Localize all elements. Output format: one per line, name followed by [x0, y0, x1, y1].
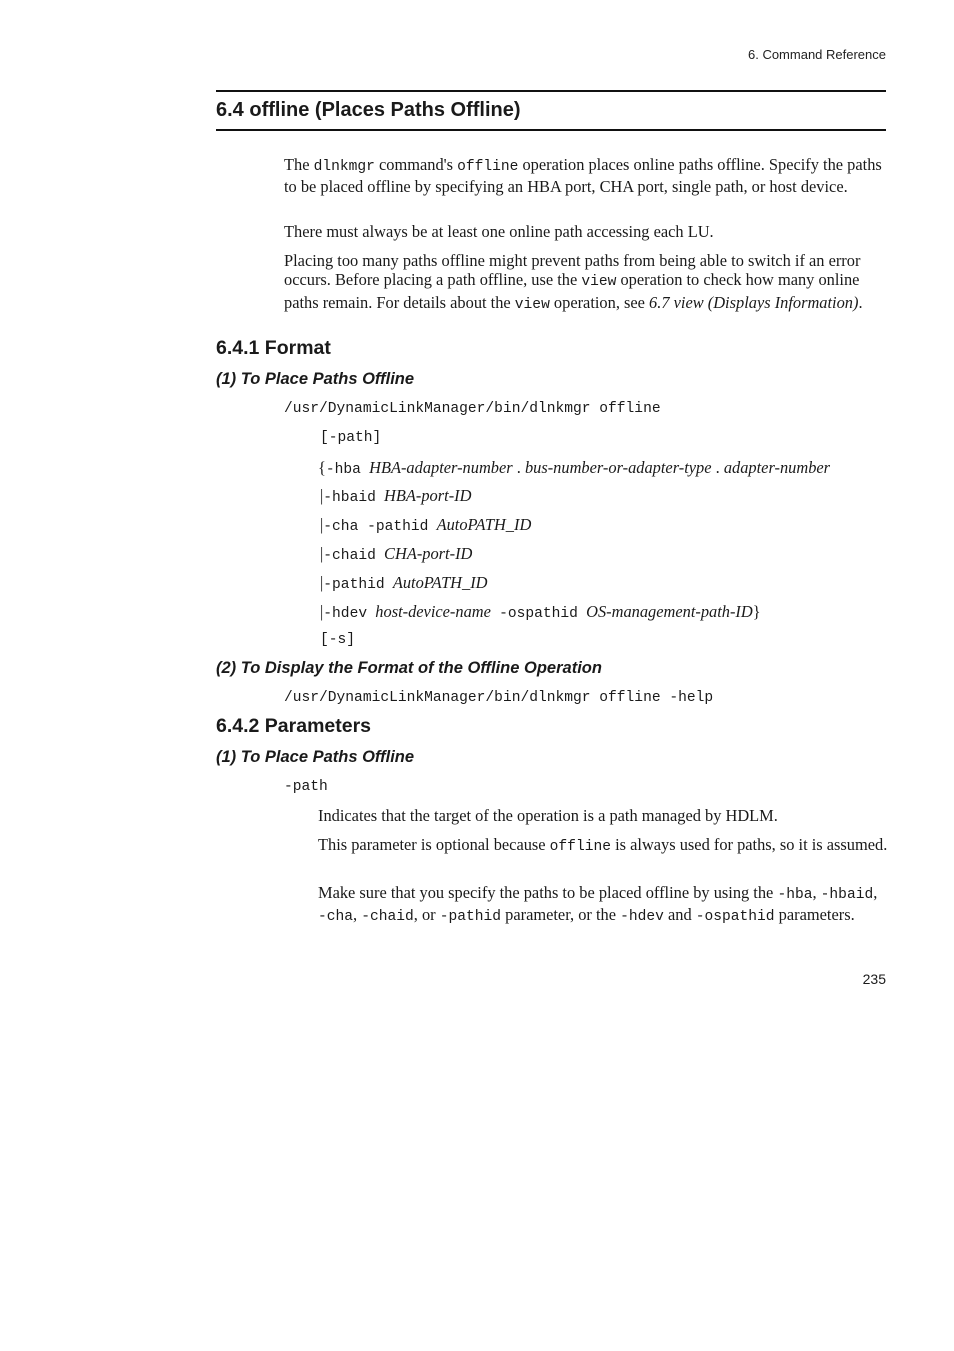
- parameter-description-2: This parameter is optional because offline is always used for paths, so it is assumed.: [318, 835, 888, 855]
- subsection-title-format: 6.4.1 Format: [216, 337, 331, 359]
- intro-paragraph-1: The dlnkmgr command's offline operation places online paths offline. Specify the paths to be placed offline by specifying an HBA port, CHA port, single path, or host device.: [284, 155, 882, 197]
- syntax-path-option: [-path]: [320, 430, 382, 446]
- syntax-hdev-line: |-hdev host-device-name -ospathid OS-management-path-ID}: [320, 602, 761, 622]
- intro-paragraph-3: Placing too many paths offline might prevent paths from being able to switch if an error occurs. Before placing a path offline, use the view operation to check how many online paths remain. For details about the view operation, see 6.7 view (Displays Information).: [284, 251, 863, 313]
- syntax-cha-line: |-cha -pathid AutoPATH_ID: [320, 515, 532, 535]
- section-top-rule: [216, 90, 886, 92]
- section-title: 6.4 offline (Places Paths Offline): [216, 99, 521, 121]
- item-title-place-paths-offline: (1) To Place Paths Offline: [216, 370, 415, 388]
- syntax-chaid-line: |-chaid CHA-port-ID: [320, 544, 473, 564]
- parameter-description-3: Make sure that you specify the paths to be placed offline by using the -hba, -hbaid, -cha, -chaid, or -pathid parameter, or the -hdev and -ospathid parameters.: [318, 883, 878, 926]
- subsection-title-parameters: 6.4.2 Parameters: [216, 715, 372, 737]
- parameter-description-1: Indicates that the target of the operation is a path managed by HDLM.: [318, 806, 778, 825]
- syntax-hba-line: {-hba HBA-adapter-number . bus-number-or-adapter-type . adapter-number: [318, 458, 831, 478]
- item-title-display-format: (2) To Display the Format of the Offline Operation: [216, 659, 602, 677]
- page-number: 235: [862, 971, 886, 987]
- operation-name: offline: [457, 159, 519, 175]
- help-command-line: /usr/DynamicLinkManager/bin/dlnkmgr offline -help: [284, 690, 714, 706]
- syntax-hbaid-line: |-hbaid HBA-port-ID: [320, 486, 472, 506]
- cross-reference-link[interactable]: 6.7 view (Displays Information): [649, 292, 859, 312]
- intro-paragraph-2: There must always be at least one online path accessing each LU.: [284, 222, 714, 241]
- parameter-name: -path: [284, 779, 328, 795]
- syntax-pathid-line: |-pathid AutoPATH_ID: [320, 573, 488, 593]
- command-line: /usr/DynamicLinkManager/bin/dlnkmgr offline: [284, 401, 661, 417]
- syntax-s-option: [-s]: [320, 632, 356, 648]
- command-name: dlnkmgr: [313, 159, 375, 175]
- running-header: 6. Command Reference: [747, 47, 886, 62]
- section-bottom-rule: [216, 129, 886, 131]
- item-title-place-paths-offline-params: (1) To Place Paths Offline: [216, 748, 415, 766]
